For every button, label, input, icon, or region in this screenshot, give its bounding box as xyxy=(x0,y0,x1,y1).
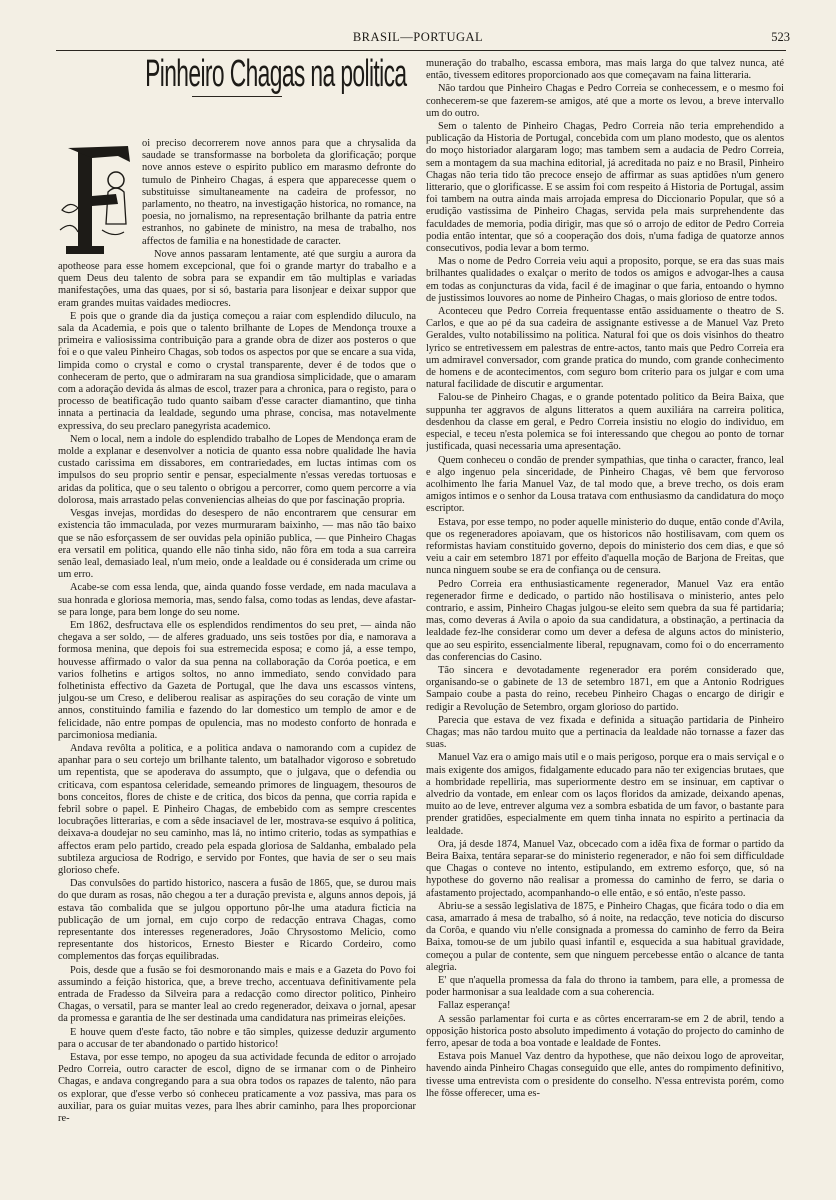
paragraph: Sem o talento de Pinheiro Chagas, Pedro Correia não teria emprehendido a publicação da Historia de Portugal, concebida com um plano modesto, que os alentos do moço historiador alargaram logo; mas tambem sem a audacia de Pedro Correia, sem a montagem da sua machina editorial, já acreditada no paiz e no Brasil, Pinheiro Chagas não teria tido tão precoce ensejo de affirmar as suas aptidões n'um genero litterario, que o glorificasse. E se assim foi com respeito á Historia de Portugal, assim foi tambem na outra ainda mais arrojada empresa do Diccionario Popular, que só a erudição vastissima de Pinheiro Chagas, servida pela mais surprehendente das faculdades de memoria, podia dirigir, mas que só o arrojo de editor de Pedro Correia podia então intentar, que só a cooperação dos dois, n'uma fadiga de quatorze annos consecutivos, podia levar a bom termo. xyxy=(426,121,784,255)
paragraph: Estava pois Manuel Vaz dentro da hypothese, que não deixou logo de aproveitar, havendo ainda Pinheiro Chagas conseguido que elle, antes do rompimento definitivo, tivesse uma entrevista com o presidente do conselho. N'essa entrevista porém, como lhe fôsse offerecer, uma es- xyxy=(426,1051,784,1099)
paragraph: Quem conheceu o condão de prender sympathias, que tinha o caracter, franco, leal e algo ingenuo pela sinceridade, de Pinheiro Chagas, vê bem que fervoroso acolhimento lhe faria Manuel Vaz, de tal modo que, a breve trecho, os dois eram amigos intimos e o senhor da Lousa tratava com enthusiasmo da candidatura do moço escriptor. xyxy=(426,454,784,515)
paragraph: Manuel Vaz era o amigo mais util e o mais perigoso, porque era o mais serviçal e o mais exigente dos amigos, fidalgamente educado para não ter exigencias brutaes, que a hombridade repelliria, mas superiormente destro em se insinuar, em captivar o alvedrio da vontade, em enlear com os laços floridos da amizade, deixando apenas, muito ao de leve, entrever alguma vez a sombra esbatida de um favor, o bastante para prender gratidões, especialmente em quem tinha innata no espirito a pertinacia da lealdade. xyxy=(426,752,784,837)
paragraph: Fallaz esperança! xyxy=(438,1000,511,1012)
paragraph: Acabe-se com essa lenda, que, ainda quando fosse verdade, em nada maculava a sua honrada e gloriosa memoria, mas, sendo falsa, como todas as lendas, deve afastar-se para longe, para bem longe do seu nome. xyxy=(58,582,416,618)
title-rule xyxy=(192,96,282,97)
paragraph: Mas o nome de Pedro Correia veiu aqui a proposito, porque, se era das suas mais brilhantes qualidades o exalçar o merito de todos os amigos e advogar-lhes a causa em todas as conjuncturas da vida, facil é de imaginar o que faria, entoando o hymno de justissimos louvores ao nome de Pinheiro Chagas, o mais glorioso de entre todos. xyxy=(426,256,784,304)
dropcap-illustration xyxy=(58,140,136,258)
paragraph: Nem o local, nem a indole do esplendido trabalho de Lopes de Mendonça eram de molde a explanar e desenvolver a noticia de quanto essa nobre qualidade lhe havia custado carissima em dissabores, em contrariedades, em luctas intimas com os impulsos do seu proprio sentir e pensar, especialmente n'essas veredas tortuosas e aridas da politica, que o seu talento o obrigou a percorrer, como quem percorre a via dolorosa, mais arrastado pelas conveniencias alheias do que por fascinação propria. xyxy=(58,433,416,506)
paragraph: oi preciso decorrerem nove annos para que a chrysalida da saudade se transformasse na borboleta da glorificação; porque nove annos esteve o espirito publico em marasmo defronte do tumulo de Pinheiro Chagas, á espera que apparecesse quem o substituisse simultaneamente na cadeira de professor, no parlamento, no theatro, na investigação historica, no romance, na poesia, no jornalismo, na representação brilhante da patria entre estranhos, no gabinete de ministro, na mesa de trabalho, nos affectos de familia e na honestidade de caracter. xyxy=(142,138,416,247)
page-number: 523 xyxy=(771,30,790,44)
paragraph: A sessão parlamentar foi curta e as côrtes encerraram-se em 2 de abril, tendo a opposição historica posto absoluto impedimento á votação do projecto do caminho de ferro, apesar de toda a boa vontade e lealdade de Fontes. xyxy=(426,1013,784,1050)
right-column xyxy=(426,58,784,1186)
dropcap-f-icon xyxy=(58,140,136,258)
paragraph: Nove annos passaram lentamente, até que surgiu a aurora da apotheose para esse homem excepcional, que foi o grande martyr do trabalho e a quem Deus deu talento de sobra para se expandir em tão multiplas e variadas manifestações, uma das quaes, por si só, bastaria para lisonjear e deixar suppor que eram grandes muitas vaidades mediocres. xyxy=(58,248,416,309)
paragraph: Ora, já desde 1874, Manuel Vaz, obcecado com a idêa fixa de formar o partido da Beira Baixa, tentára separar-se do ministerio regenerador, e não foi sem difficuldade que Chagas o conteve no intento, estipulando, em extremo esforço, que, só na hypothese do governo não realisar a promessa do caminho de ferro, se daria o afastamento projectado, acompanhando-o elle então, e só então, n'este passo. xyxy=(426,838,784,899)
running-head xyxy=(0,28,836,48)
paragraph: Aconteceu que Pedro Correia frequentasse então assiduamente o theatro de S. Carlos, e que ao pé da sua cadeira de assignante estivesse a de Manuel Vaz Preto Geraldes, vulto notabilissimo na politica. Natural foi que os dois visinhos do theatro lyrico se entretivessem em palestras de entre-actos, tanto mais que Pedro Correia era um admiravel conversador, com grande pratica do mundo, com grande conhecimento de homens e de acontecimentos, com seguro bom criterio para os julgar e com uma natural facilidade de discutir e argumentar. xyxy=(426,306,784,391)
paragraph: Andava revôlta a politica, e a politica andava o namorando com a cupidez de apanhar para o seu cortejo um brilhante talento, um batalhador vigoroso e sobretudo um repentista, que se apoderava do assumpto, que o julgava, que o defendia ou criticava, com espantosa celeridade, semeando primores de linguagem, thesouros de bons conceitos, flores de chiste e de critica, dos bicos da penna, que corria rapida e febril sobre o papel. E Pinheiro Chagas, de embebido com as sempre crescentes locubrações litterarias, e com a sêde insaciavel de ler, mostrava-se esquivo á politica, deixava-a doudejar no seu caminho, mas lá, no intimo criterio, todas as sympathias e affectos eram pelo partido, creado pela espada gloriosa de Saldanha, embalado pela subtileza arguciosa de Rodrigo, e servido por Fontes, que havia de ser o seu mais glorioso chefe. xyxy=(58,742,416,876)
paragraph: Das convulsões do partido historico, nascera a fusão de 1865, que, se durou mais do que duram as rosas, não chegou a ter a duração prevista e, alguns annos depois, já estava tão combalida que se julgou opportuno pôr-lhe uma atadura ficticia na publicação de um jornal, em cujo corpo de redacção entrava Chagas, como representante dos interesses regeneradores, João Chrysostomo Melicio, como representante dos historicos, Ernesto Biester e Ricardo Cordeiro, como complementos das forças equilibradas. xyxy=(58,878,416,963)
paragraph: Vesgas invejas, mordidas do desespero de não encontrarem que censurar em existencia tão immaculada, por vezes murmuraram baixinho, — mas não tão baixo que se não esforçassem de ser ouvidas pela opinião publica, — que Pinheiro Chagas era versatil em politica, quando elle não tinha sido, não fôra em toda a sua carreira senão leal, demasiado leal, n'um meio, onde a lealdade ou é considerada um crime ou um erro. xyxy=(58,508,416,581)
paragraph: Não tardou que Pinheiro Chagas e Pedro Correia se conhecessem, e o mesmo foi conhecerem-se que fazerem-se amigos, até que a morte os levou, a breve intervallo um do outro. xyxy=(426,83,784,119)
paragraph: E pois que o grande dia da justiça começou a raiar com esplendido diluculo, na sala da Academia, e pois que o talento brilhante de Lopes de Mendonça trouxe a primeira e valiosissima contribuição para a grande obra de dizer aos posteros o que foi e o que valeu Pinheiro Chagas, sob todos os aspectos por que se encare a sua vida, limpida como o crystal e como o crystal transparente, dever é de todos que o conheceram de perto, que o admiraram na sua grandiosa simplicidade, que o amaram com a adoração devida ás almas de escol, trazer para a chronica, para o registo, para o processo de beatificação tudo quanto saibam d'esse caracter diamantino, que tinha innata a pertinacia da lealdade, segundo uma phrase, concisa, mas notavelmente expressiva, do seu preclaro panegyrista academico. xyxy=(58,310,416,432)
running-head-title: BRASIL—PORTUGAL xyxy=(352,30,484,44)
left-column xyxy=(58,58,416,1186)
paragraph: muneração do trabalho, escassa embora, mas mais larga do que talvez nunca, até então, tivessem editores proporcionado aos que começavam na faina litteraria. xyxy=(426,58,784,82)
paragraph: Estava, por esse tempo, no poder aquelle ministerio do duque, então conde d'Avila, que os regeneradores apoiavam, que os historicos não hostilisavam, com quem os reformistas haviam constituido governo, depois do ministerio dos cem dias, e que só veiu a cair em setembro 1871 por effeito d'aquella moção de Barjona de Freitas, que nunca ninguem soube se era de confiança ou de censura. xyxy=(426,516,784,577)
paragraph: E' que n'aquella promessa da fala do throno ia tambem, para elle, a promessa de poder harmonisar a sua lealdade com a sua coherencia. xyxy=(426,975,784,999)
header-rule xyxy=(56,50,786,51)
paragraph: Parecia que estava de vez fixada e definida a situação partidaria de Pinheiro Chagas; mas não tardou muito que a pertinacia da lealdade não tornasse a fazer das suas. xyxy=(426,714,784,751)
paragraph: Tão sincera e devotadamente regenerador era porém considerado que, organisando-se o gabinete de 13 de setembro 1871, em que a Antonio Rodrigues Sampaio coube a pasta do reino, recebeu Pinheiro Chagas o encargo de dirigir e redigir a Revolução de Setembro, orgam glorioso do partido. xyxy=(426,664,784,713)
paragraph: E houve quem d'este facto, tão nobre e tão simples, quizesse deduzir argumento para o accusar de ter abandonado o partido historico! xyxy=(58,1026,416,1050)
article-title: Pinheiro Chagas na politica xyxy=(145,58,407,95)
paragraph: Pois, desde que a fusão se foi desmoronando mais e mais e a Gazeta do Povo foi assumindo a feição historica, que, a breve trecho, accentuava definitivamente pela entrada de Fradesso da Silveira para a redacção como director politico, Pinheiro Chagas, o versatil, para se manter leal ao credo regenerador, deixava o jornal, apesar da promessa e garantia de lhe ser destinada uma candidatura nas primeiras eleições. xyxy=(58,964,416,1025)
paragraph: Falou-se de Pinheiro Chagas, e o grande potentado politico da Beira Baixa, que suppunha ter aggravos de alguns litteratos a quem auxiliára na carreira politica, desdenhou da classe em geral, e Pedro Correia insistiu no elogio do individuo, em especial, e teceu n'esta polemica se foi interessando que chegou ao ponto de tornar justificada, quasi necessaria uma apresentação. xyxy=(426,392,784,453)
paragraph: Estava, por esse tempo, no apogeu da sua actividade fecunda de editor o arrojado Pedro Correia, outro caracter de escol, digno de se irmanar com o de Pinheiro Chagas, e andava congregando para a sua obra todos os rapazes de talento, não para os explorar, que d'esse verbo só conheceu praticamente a voz passiva, mas para os auxiliar, para os guiar muitas vezes, para lhes abrir caminho, para lhes proporcionar re- xyxy=(58,1052,416,1125)
paragraph: Abriu-se a sessão legislativa de 1875, e Pinheiro Chagas, que ficára todo o dia em casa, amarrado á mesa de trabalho, só á noite, na redacção, teve noticia do discurso da Corôa, e quando viu n'elle consignada a promessa do caminho de ferro da Beira Baixa, tomou-se de um jubilo quasi infantil e, esquecida a sua habitual gravidade, começou a pular de contente, sem que ninguem percebesse então o alcance de tanta alegria. xyxy=(426,900,784,973)
paragraph: Pedro Correia era enthusiasticamente regenerador, Manuel Vaz era então regenerador firme e dedicado, o partido não hostilisava o ministerio, antes pelo contrario, e assim, Pinheiro Chagas julgou-se eleito sem quebra da sua fé partidaria; mas, como deveras á Avila o apoio da sua candidatura, a obstinação, a pertinacia da lealdade fez-lhe considerar como um dever a defesa de alguns actos do ministerio, que ao seu espirito, essencialmente liberal, repugnavam, como foi o do encerramento das conferencias do Casino. xyxy=(426,578,784,663)
title-block xyxy=(58,58,416,138)
paragraph: Em 1862, desfructava elle os esplendidos rendimentos do seu pret, — ainda não chegava a ser soldo, — de alferes graduado, uns seis tostões por dia, e namorava a formosa menina, que depois foi sua estremecida esposa; e como já, a esse tempo, houvesse affirmado o valor da sua penna na collaboração da Coróa poetica, e em varios folhetins e artigos soltos, no anno immediato, sendo convidado para folhetinista effectivo da Gazeta de Portugal, que lhe dava uns escassos vintens, julgou-se um Creso, e deliberou realisar as aspirações do seu coração de vinte um annos, constituindo familia e fazendo do lar domestico um templo de amor e de felicidade, não entre pompas de opulencia, mas no modesto conforto de honrada e parcimoniosa mediania. xyxy=(58,619,416,741)
